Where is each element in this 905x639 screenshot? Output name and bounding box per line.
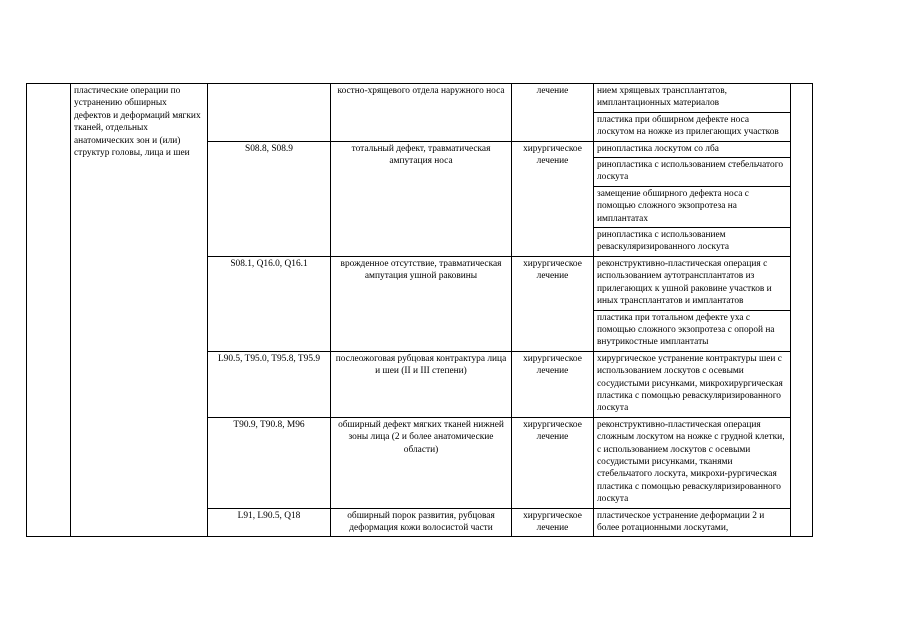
icd-codes-cell — [208, 84, 331, 142]
diagnosis-cell: обширный дефект мягких тканей нижней зоны лица (2 и более анатомические области) — [331, 417, 512, 508]
treatment-method-cell: реконструктивно-пластическая операция с использованием аутотрансплантатов из прилегающих к ушной раковине участков и иных трансплантатов и имплантатов — [594, 256, 791, 310]
icd-codes-cell: L91, L90.5, Q18 — [208, 508, 331, 537]
treatment-method-cell: ринопластика с использованием стебельчатого лоскута — [594, 158, 791, 187]
diagnosis-cell: тотальный дефект, травматическая ампутация носа — [331, 141, 512, 256]
table-row — [27, 84, 813, 113]
treatment-type-cell: лечение — [512, 84, 594, 142]
treatment-method-cell: пластика при обширном дефекте носа лоскутом на ножке из прилегающих участков — [594, 112, 791, 141]
treatment-method-cell: пластика при тотальном дефекте уха с помощью сложного экзопротеза с опорой на внутрикостные имплантаты — [594, 310, 791, 351]
table-body — [27, 84, 813, 537]
treatment-method-cell: ринопластика лоскутом со лба — [594, 141, 791, 157]
treatment-type-cell: хирургическое лечение — [512, 417, 594, 508]
treatment-type-cell: хирургическое лечение — [512, 256, 594, 351]
treatment-method-cell: пластическое устранение деформации 2 и более ротационными лоскутами, — [594, 508, 791, 537]
treatment-method-cell: нием хрящевых трансплантатов, имплантационных материалов — [594, 84, 791, 113]
diagnosis-cell: костно-хрящевого отдела наружного носа — [331, 84, 512, 142]
icd-codes-cell: T90.9, T90.8, M96 — [208, 417, 331, 508]
procedures-table — [26, 83, 813, 537]
icd-codes-cell: L90.5, T95.0, T95.8, T95.9 — [208, 351, 331, 417]
treatment-type-cell: хирургическое лечение — [512, 141, 594, 256]
diagnosis-cell: обширный порок развития, рубцовая деформация кожи волосистой части — [331, 508, 512, 537]
icd-codes-cell: S08.1, Q16.0, Q16.1 — [208, 256, 331, 351]
intervention-group-cell: пластические операции по устранению обширных дефектов и деформаций мягких тканей, отдельных анатомических зон и (или) структур головы, лица и шеи — [71, 84, 208, 537]
number-cell — [27, 84, 71, 537]
treatment-method-cell: замещение обширного дефекта носа с помощью сложного экзопротеза на имплантатах — [594, 186, 791, 227]
treatment-method-cell: ринопластика с использованием реваскуляризированного лоскута — [594, 228, 791, 257]
diagnosis-cell: послеожоговая рубцовая контрактура лица и шеи (II и III степени) — [331, 351, 512, 417]
extra-cell — [791, 84, 813, 537]
treatment-type-cell: хирургическое лечение — [512, 351, 594, 417]
treatment-method-cell: хирургическое устранение контрактуры шеи с использованием лоскутов с осевыми сосудистыми рисунками, микрохирургическая пластика с помощью реваскуляризированного лоскута — [594, 351, 791, 417]
icd-codes-cell: S08.8, S08.9 — [208, 141, 331, 256]
treatment-method-cell: реконструктивно-пластическая операция сложным лоскутом на ножке с грудной клетки, с использованием лоскутов с осевыми сосудистыми рисунками, тканями стебельчатого лоскута, микрохи-рургическая пластика с помощью реваскуляризированного лоскута — [594, 417, 791, 508]
diagnosis-cell: врожденное отсутствие, травматическая ампутация ушной раковины — [331, 256, 512, 351]
treatment-type-cell: хирургическое лечение — [512, 508, 594, 537]
